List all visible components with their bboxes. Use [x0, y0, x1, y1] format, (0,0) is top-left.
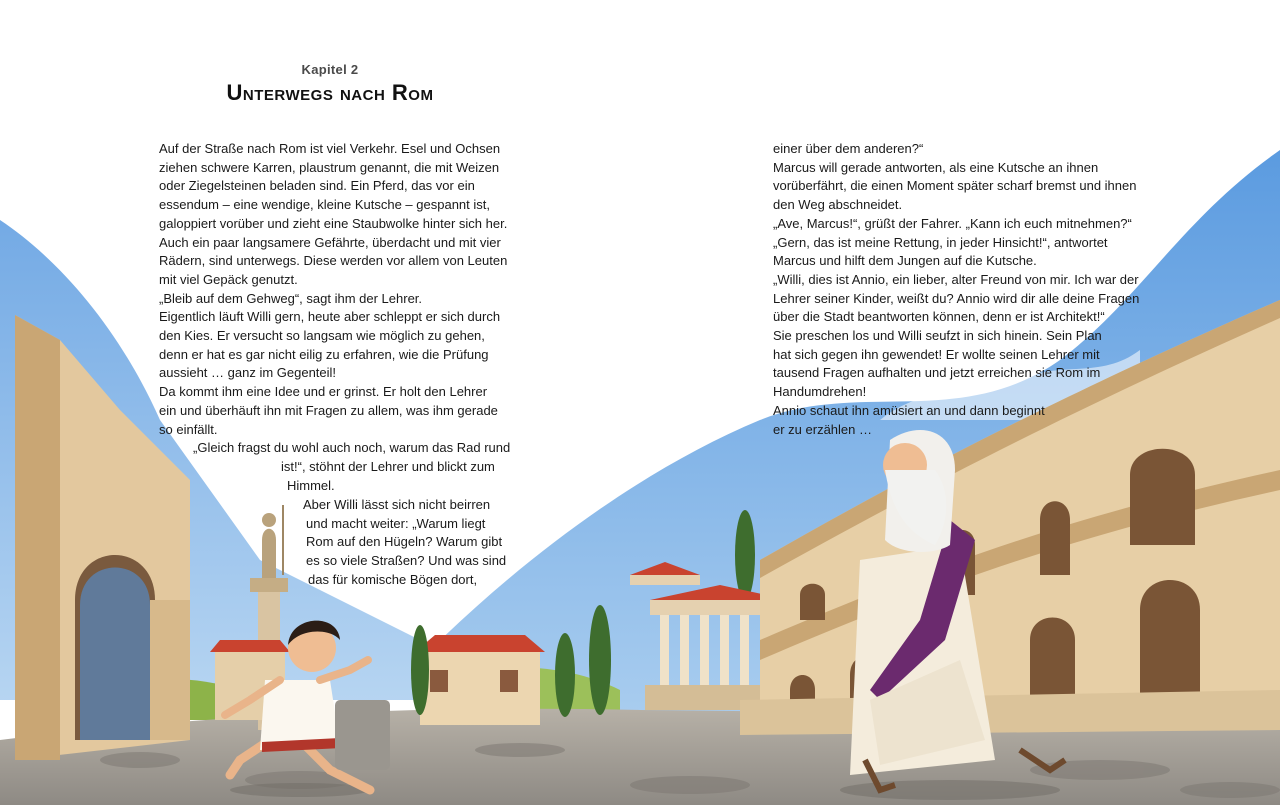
chapter-title: Unterwegs nach Rom — [226, 80, 434, 105]
text-line: das für komische Bögen dort, — [308, 572, 478, 587]
text-line: Aber Willi lässt sich nicht beirren — [303, 497, 491, 512]
text-line: Himmel. — [287, 478, 335, 493]
text-line: Rom auf den Hügeln? Warum gibt — [306, 534, 503, 549]
text-line: Rädern, sind unterwegs. Diese werden vor allem von Leuten — [159, 253, 508, 269]
text-line: Marcus will gerade antworten, als eine Kutsche an ihnen — [773, 159, 1099, 175]
text-line: Da kommt ihm eine Idee und er grinst. Er holt den Lehrer — [159, 384, 488, 400]
text-line: einer über dem anderen?“ — [773, 141, 924, 156]
text-line: „Gleich fragst du wohl auch noch, warum das Rad rund — [193, 440, 511, 455]
chapter-number: Kapitel 2 — [301, 62, 359, 77]
stone-block — [335, 700, 390, 770]
text-line: Handumdrehen! — [773, 384, 867, 400]
text-line: Auf der Straße nach Rom ist viel Verkehr. Esel und Ochsen — [159, 141, 501, 156]
right-text-block — [773, 140, 1139, 439]
text-line: den Weg abschneidet. — [773, 197, 903, 213]
left-text-block — [159, 140, 507, 439]
text-line: und macht weiter: „Warum liegt — [306, 516, 486, 531]
text-line: mit viel Gepäck genutzt. — [159, 271, 298, 287]
text-line: ein und überhäuft ihn mit Fragen zu allem, was ihm gerade — [159, 402, 498, 418]
text-line: vorüberfährt, die einen Moment später scharf bremst und ihnen — [773, 178, 1137, 194]
text-line: Lehrer seiner Kinder, weißt du? Annio wird dir alle deine Fragen — [773, 290, 1140, 306]
text-line: es so viele Straßen? Und was sind — [306, 553, 507, 568]
text-line: Sie preschen los und Willi seufzt in sich hinein. Sein Plan — [773, 328, 1102, 344]
text-line: Marcus und hilft dem Jungen auf die Kutsche. — [773, 253, 1037, 269]
text-line: „Bleib auf dem Gehweg“, sagt ihm der Lehrer. — [159, 290, 423, 306]
text-line: Auch ein paar langsamere Gefährte, überdacht und mit vier — [159, 234, 501, 250]
text-line: „Willi, dies ist Annio, ein lieber, alter Freund von mir. Ich war der — [773, 271, 1139, 287]
text-line: den Kies. Er versucht so langsam wie möglich zu gehen, — [159, 328, 485, 344]
text-line: Annio schaut ihn amüsiert an und dann beginnt — [773, 402, 1045, 418]
text-line: „Ave, Marcus!“, grüßt der Fahrer. „Kann ich euch mitnehmen?“ — [773, 215, 1132, 231]
text-line: so einfällt. — [159, 421, 218, 437]
text-line: hat sich gegen ihn gewendet! Er wollte seinen Lehrer mit — [773, 346, 1100, 362]
text-line: denn er hat es gar nicht eilig zu erfahren, wie die Prüfung — [159, 346, 489, 362]
text-line: Eigentlich läuft Willi gern, heute aber schleppt er sich durch — [159, 309, 501, 325]
text-line: „Gern, das ist meine Rettung, in jeder Hinsicht!“, antwortet — [773, 234, 1108, 250]
text-line: oder Ziegelsteinen beladen sind. Ein Pferd, das vor ein — [159, 178, 475, 194]
text-line: ziehen schwere Karren, plaustrum genannt, die mit Weizen — [159, 159, 500, 175]
text-line: aussieht … ganz im Gegenteil! — [159, 365, 337, 381]
text-line: er zu erzählen … — [773, 421, 872, 437]
text-line: galoppiert vorüber und zieht eine Staubwolke hinter sich her. — [159, 215, 508, 231]
text-line: über die Stadt beantworten können, denn er ist Architekt!“ — [773, 309, 1105, 325]
text-line: ist!“, stöhnt der Lehrer und blickt zum — [281, 459, 495, 474]
text-line: essendum – eine wendige, kleine Kutsche – gespannt ist, — [159, 197, 490, 213]
text-line: tausend Fragen aufhalten und jetzt erreichen sie Rom im — [773, 365, 1101, 381]
